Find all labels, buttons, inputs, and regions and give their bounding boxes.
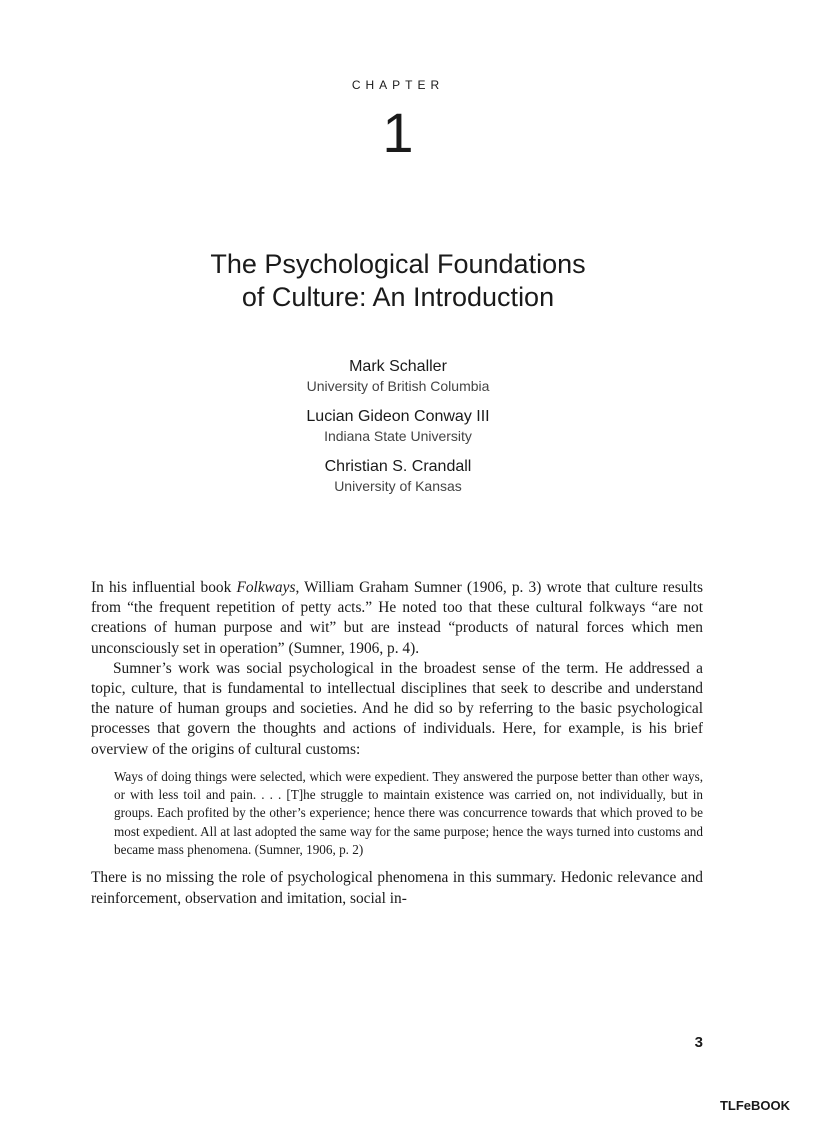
author-list [0,357,796,507]
paragraph-2: Sumner’s work was social psychological in the broadest sense of the term. He addressed a topic, culture, that is fundamental to intellectual disciplines that seek to describe and understand the nature of human groups and societies. And he did so by referring to the basic psychological processes that govern the thoughts and actions of individuals. Here, for example, is his brief overview of the origins of cultural customs: [91,659,703,758]
author-name: Christian S. Crandall [324,458,472,475]
paragraph-1-start: In his influential book [91,579,237,596]
author-block [0,407,796,445]
chapter-title-line-2: of Culture: An Introduction [241,282,555,312]
chapter-label: CHAPTER [351,78,445,92]
paragraph-1 [91,578,703,659]
paragraph-1-rest: , William Graham Sumner (1906, p. 3) wrote that culture results from “the frequent repetition of petty acts.” He noted too that these cultural folkways “are not creations of human purpose and wit” but are instead “products of natural forces which men unconsciously set in operation” (Sumner, 1906, p. 4). [91,579,703,657]
author-block [0,357,796,395]
body-text [91,578,703,909]
book-title: Folkways [236,579,296,596]
chapter-title-line-1: The Psychological Foundations [210,249,586,279]
author-affiliation: University of Kansas [334,478,462,494]
author-affiliation: Indiana State University [324,428,472,444]
chapter-title [0,248,796,314]
chapter-number: 1 [382,101,414,164]
author-name: Mark Schaller [349,358,447,375]
page-number: 3 [694,1034,703,1051]
author-name: Lucian Gideon Conway III [306,408,490,425]
author-block [0,457,796,495]
author-affiliation: University of British Columbia [306,378,490,394]
block-quote: Ways of doing things were selected, which were expedient. They answered the purpose better than other ways, or with less toil and pain. . . . [T]he struggle to maintain existence was carried on, not individually, but in groups. Each profited by the other’s experience; hence there was concurrence towards that which proved to be most expedient. All at last adopted the same way for the same purpose; hence the ways turned into customs and became mass phenomena. (Sumner, 1906, p. 2) [114,768,703,858]
watermark: TLFeBOOK [719,1098,790,1113]
paragraph-3: There is no missing the role of psychological phenomena in this summary. Hedonic relevance and reinforcement, observation and imitation, social in- [91,869,703,907]
